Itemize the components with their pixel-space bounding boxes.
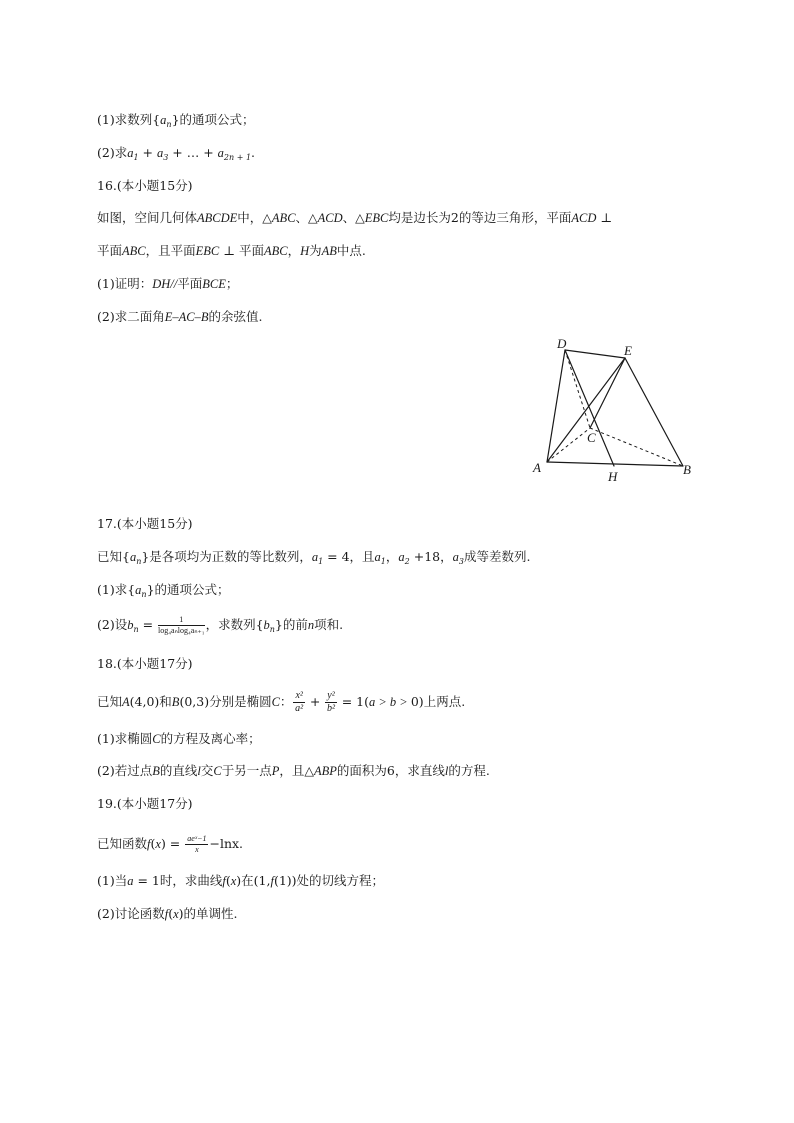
p17-question-1: (1)求$\{a_n\}$的通项公式； (97, 582, 230, 599)
p15-question-1: (1)求数列$\{a_n\}$的通项公式； (97, 112, 255, 129)
p18-statement: 已知A(4,0)和B(0,3)分别是椭圆C： $\frac{\text{x²}}{\text{a²}}$ + $\frac{\text{y²}}{\text{b²}}$ = 1(a > b > 0)上两点. (97, 690, 466, 714)
vertex-label-D: D (557, 336, 567, 351)
edge-DH (565, 350, 614, 466)
p17-statement: 已知$\{a_n\}$是各项均为正数的等比数列，$a_1 = 4$，且$a_1$，$a_2 +18$，$a_3$成等差数列. (97, 549, 531, 566)
edge-EB (625, 358, 683, 466)
p16-question-2: (2)求二面角E–AC–B的余弦值. (97, 309, 263, 324)
edge-DE (565, 350, 625, 358)
p16-statement-line-1: 如图，空间几何体ABCDE中，△ABC、△ACD、△EBC均是边长为2的等边三角形，平面ACD ⊥ (97, 210, 613, 225)
p17-heading: 17.(本小题15分) (97, 516, 193, 531)
p18-question-2: (2)若过点B的直线l交C于另一点P，且△ABP的面积为6，求直线l的方程. (97, 763, 490, 778)
vertex-label-B: B (683, 462, 691, 477)
p18-heading: 18.(本小题17分) (97, 656, 193, 671)
p16-statement-line-2: 平面ABC，且平面EBC ⊥ 平面ABC，H为AB中点. (97, 243, 366, 258)
p19-heading: 19.(本小题17分) (97, 796, 193, 811)
p16-question-1: (1)证明：DH//平面BCE； (97, 276, 239, 291)
p17-question-2: (2)设$b_n$ = $\frac{1}{\text{log₄aₙlog₄aₙ₊₁}}$ ，求数列$\{b_n\}$的前n项和. (97, 615, 344, 635)
vertex-label-E: E (624, 343, 632, 358)
p16-heading: 16.(本小题15分) (97, 178, 193, 193)
p18-fraction-y: $\frac{\text{y²}}{\text{b²}}$ (327, 690, 336, 714)
p18-question-1: (1)求椭圆C的方程及离心率； (97, 731, 261, 746)
edge-DC-hidden (565, 350, 590, 428)
edge-AD (547, 350, 565, 462)
p19-question-1: (1)当a = 1时，求曲线f(x)在(1,f(1))处的切线方程； (97, 873, 385, 888)
p19-statement: 已知函数f(x) = $\frac{\text{aeˣ−1}}{x}$ −lnx. (97, 834, 244, 854)
edge-EC (590, 358, 625, 428)
p17-fraction: $\frac{1}{\text{log₄aₙlog₄aₙ₊₁}}$ (158, 615, 205, 635)
vertex-label-C: C (587, 430, 596, 445)
p19-fraction: $\frac{\text{aeˣ−1}}{x}$ (187, 834, 207, 854)
vertex-label-A: A (533, 460, 541, 475)
edge-CB-hidden (590, 428, 683, 466)
p18-fraction-x: $\frac{\text{x²}}{\text{a²}}$ (295, 690, 304, 714)
p19-question-2: (2)讨论函数f(x)的单调性. (97, 906, 238, 921)
p15-question-2: (2)求$a_1 + a_3$ + … + $a_{2n + 1}$. (97, 145, 256, 162)
edge-AB (547, 462, 683, 466)
edge-AE (547, 358, 625, 462)
vertex-label-H: H (608, 469, 618, 484)
